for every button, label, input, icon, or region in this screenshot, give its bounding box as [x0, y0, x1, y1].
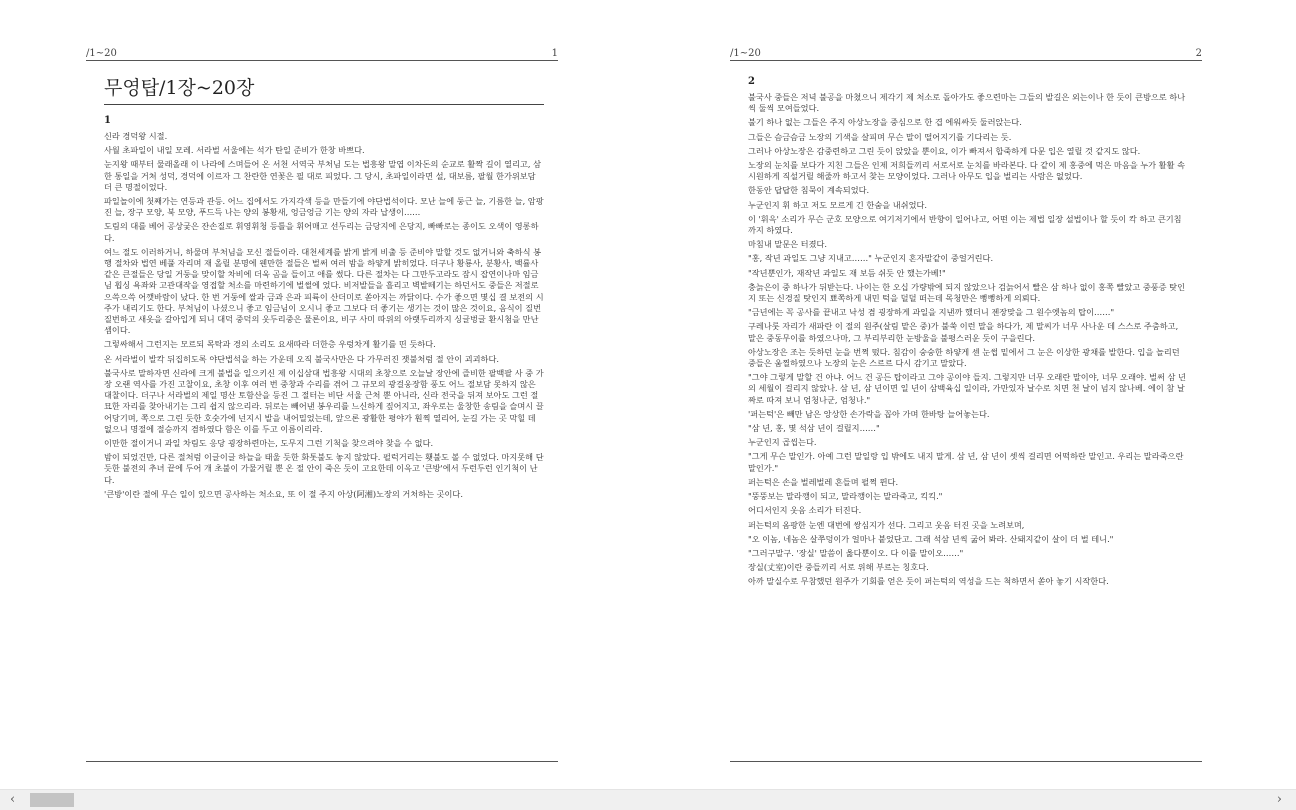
scroll-left-icon[interactable]: ‹ — [10, 792, 16, 807]
paragraph: 충늙은이 중 하나가 뒤받는다. 나이는 한 오십 가량밖에 되지 않았으나 검늙어서 빨은 삼 하나 없이 홍쪽 빨았고 중풍증 탓인지 또는 신경질 탓인지 뾰쪽하게 내민 턱을 덜덜 떠는데 목청만은 뻥뻥하게 의뢰다. — [748, 281, 1185, 304]
paragraph: 밤이 되었건만, 다른 절처럼 이글이글 하늘을 태울 듯한 화톳불도 놓지 않았다. 펄럭거리는 횃불도 볼 수 없었다. 마지못해 단 듯한 불전의 추녀 끝에 두어 개 초불이 가물거릴 뿐 온 절 안이 죽은 듯이 고요한데 이윽고 '큰방'에서 두런두런 인기척이 난다. — [104, 452, 544, 485]
paragraph: "그야 그렇게 말할 건 아냐. 어느 건 공든 탑이라고 그야 공이야 들지. 그렇지만 너무 오래란 말이야, 너무 오래야. 벌써 삼 년의 세월이 걸리지 않았나. 삼 년, 삼 년이면 일 년이 삼백육십 일이라, 가만있자 날수로 치면 천 날이 넘지 않나베. 에이 참 날짜로 따져 보니 엄청나군, 엄청나." — [748, 372, 1186, 405]
top-rule — [86, 60, 558, 61]
paragraph: "뚱뚱보는 말라깽이 되고, 말라깽이는 말라죽고, 킥킥." — [748, 491, 943, 502]
paragraph: "홍, 작년 과일도 그냥 지내고……" 누군인지 혼자말같이 중얼거린다. — [748, 253, 994, 264]
paragraph: 사월 초파일이 내일 모레. 서라벌 서울에는 석가 탄일 준비가 한창 바쁘다. — [104, 145, 365, 156]
paragraph: 마침내 말문은 터졌다. — [748, 239, 827, 250]
paragraph: 그들은 슴금슴금 노장의 기색을 살피며 무슨 말이 떨어지기를 기다리는 듯. — [748, 131, 1012, 142]
paragraph-list — [748, 92, 1186, 588]
paragraph: 장실(丈室)이란 중들끼리 서로 위해 부르는 칭호다. — [748, 562, 929, 573]
paragraph: 어디서인지 웃음 소리가 터진다. — [748, 505, 862, 516]
paragraph: "삼 년, 홍, 몇 석삼 년이 걸릴지……" — [748, 423, 880, 434]
running-head — [86, 48, 558, 60]
chapter-heading: 2 — [748, 76, 755, 87]
right-page — [730, 0, 1202, 790]
paragraph: 눈지왕 때부터 물래올래 이 나라에 스며들어 온 서천 서역국 부처님 도는 법흥왕 말엽 이차돈의 순교로 활짝 길이 열리고, 삼한 통일을 거쳐 성덕, 경덕에 이르자 그 찬란한 연꽃은 필 대로 피었다. 그 당시, 초파일이라면 설, 대보름, 팔월 한가위보담 더 큰 명절이었다. — [104, 159, 541, 192]
paragraph: "그러구말구. '장실' 말씀이 옳다뿐이오. 다 이를 말이오……" — [748, 547, 964, 558]
paragraph: 아까 말실수로 무참했던 원주가 기회를 얻은 듯이 퍼는턱의 역성을 드는 척하면서 쏟아 놓기 시작한다. — [748, 576, 1109, 587]
page-content — [104, 70, 544, 503]
page-number: 2 — [1195, 48, 1202, 59]
paragraph: 그러나 아상노장은 감중련하고 그린 듯이 앉았을 뿐이요, 이가 빠져서 합죽하게 다문 입은 열릴 것 같지도 않다. — [748, 145, 1141, 156]
running-title: /1~20 — [86, 48, 117, 59]
paragraph: "작년뿐인가, 재작년 과일도 재 보듬 쉬듯 안 했는가베!" — [748, 267, 946, 278]
paragraph: "그게 무슨 말인가. 아예 그런 말일랑 입 밖에도 내지 말게. 삼 년, 삼 년이 셋씩 걸리면 어떡하란 말인고. 우리는 말라죽으란 말인가." — [748, 451, 1184, 473]
scroll-right-icon[interactable]: › — [1276, 792, 1282, 807]
paragraph: 도림의 대를 베어 공상궂은 잔손질로 휘영휘청 등틀을 휘어매고 선두리는 금당지에 은당지, 빠빠로는 종이도 오색이 영롱하다. — [104, 221, 539, 243]
paragraph: 신라 경덕왕 시절. — [104, 131, 168, 141]
paragraph: 불국사로 말하자면 신라에 크게 불법을 일으키신 제 이십삼대 법흥왕 시대의 초창으로 오늘날 장안에 즐비한 팔백팔 사 중 가장 오랜 역사를 가진 고찰이요, 초창 이후 여러 번 중창과 수리를 겪어 그 규모의 광걸웅장함 풍도 어느 절보담 못하지 않은 대찰이다. 더구나 서라벌의 제일 명산 토함산을 등진 그 절터는 비단 서울 근처 뿐 아니라, 신라 전국을 뒤져 보아도 그런 절묘한 자리를 찾아내기는 그리 쉽지 않으리라. 뒤로는 빼어낸 봉우리를 느신하게 짚어지고, 좌우로는 울창한 송림을 슬며시 끌어당기며, 쪽으로 그린 듯한 호숫가에 넌지시 발을 내어밀었는데, 앞으론 광활한 평야가 훤찍 열리어, 눈길 가는 곳 막힐 데 없으니 명절에 절승까지 겸하였다 함은 이를 두고 이름이리라. — [104, 367, 544, 434]
bottom-rule — [86, 761, 558, 762]
paragraph: 파일놀이에 첫째가는 연등과 관등. 어느 집에서도 가지각색 등을 만들기에 야단법석이다. 모난 늘에 둥근 늘, 기름한 늘, 암팡진 늘, 장구 모양, 북 모양, 푸드득 나는 양의 봉황새, 엉금엉금 기는 양의 자라 납생이…… — [104, 196, 544, 218]
left-page — [86, 0, 558, 790]
top-rule — [730, 60, 1202, 61]
paragraph: "금년에는 꼭 공사를 끝내고 낙성 겸 굉장하게 과일을 지낸까 했더니 젠장맞을 그 원수엣놈의 탑이……" — [748, 307, 1115, 318]
page-content — [748, 76, 1186, 591]
paragraph: 구레나룻 자리가 새파란 이 절의 원주(살림 맡은 중)가 불쑥 이런 말을 하다가, 제 말씨가 너무 사나운 데 스스로 주춤하고, 말은 중동무이를 하였으나마, 그 부리부리한 눈방울을 불평스러운 듯이 구을린다. — [748, 321, 1179, 343]
paragraph: 노장의 눈치를 보다가 지친 그들은 인제 저희들끼리 서로서로 눈치를 바라본다. 다 같이 제 홍중에 먹은 마음을 누가 활활 속시원하게 직설거릴 해줄까 하고서 찾는 모양이었다. 그러나 아무도 입을 벌리는 사람은 없었다. — [748, 160, 1185, 182]
paragraph: 그렇싸해서 그런지는 모르되 목탁과 경의 소리도 요새따라 더한층 우렁차게 활기를 띤 듯하다. — [104, 339, 436, 350]
horizontal-scrollbar[interactable] — [0, 789, 1296, 810]
running-title: /1~20 — [730, 48, 761, 59]
document-title: 무영탑/1장~20장 — [104, 76, 544, 105]
bottom-rule — [730, 761, 1202, 762]
paragraph: 아상노장은 조는 듯하던 눈을 번쩍 떴다. 침감이 숭숭한 하얗게 센 눈썹 밑에서 그 눈은 이상한 광채를 발한다. 입을 놀리던 중들은 움찔하였으나 노장의 눈은 스르르 다시 감기고 말았다. — [748, 346, 1180, 369]
paragraph: 퍼는턱의 옴팡한 눈엔 대번에 쌍심지가 선다. 그리고 웃음 터진 곳을 노려보며, — [748, 519, 1025, 530]
paragraph: 불기 하나 없는 그들은 주지 아상노장을 중심으로 한 겹 에워싸듯 둘러앉는다. — [748, 117, 1022, 128]
paragraph-list — [104, 131, 544, 500]
paragraph: 이만한 절이거니 과일 차림도 응당 굉장하련마는, 도무지 그런 기척을 찾으려야 찾을 수 없다. — [104, 438, 434, 449]
paragraph: 퍼는턱은 손을 벌레벌레 흔들며 펄쩍 뛴다. — [748, 476, 899, 487]
running-head — [730, 48, 1202, 60]
paragraph: 누군인지 휘 하고 저도 모르게 긴 한숨을 내쉬었다. — [748, 199, 928, 210]
paragraph: 누군인지 곱씹는다. — [748, 437, 817, 448]
paragraph: 여느 절도 이러하거니, 하물며 부처님을 모신 절들이라. 대천세계를 밝게 밝게 비출 등 준비야 말할 것도 없거니와 축하식 봉행 절차와 법연 베풀 자리며 재 올릴 분명에 웬만한 절들은 벌써 여러 밤을 하얗게 밝히었다. 더구나 황룡사, 분황사, 백률사 같은 큰절들은 당일 거둥을 맞이할 차비에 더욱 곰을 들이고 애를 썼다. 다른 절차는 다 그만두고라도 잠시 잡연이나마 임금님 휩싱 욕좌와 고관대작을 영접할 처소를 마련하기에 벌썰에 었다. 비저발들을 흘리고 벽밭떼기는 하던서도 중들은 저절로 으쓱으쓱 어깻바람이 났다. 한 번 거둥에 쌀과 금과 은과 피륙이 산더미로 쏟아지는 까닭이다. 수가 좋으면 몇십 결 보전의 시주가 내리기도 한다. 부처님이 나셨으니 좋고 임금님이 오시니 좋고 그보다 더 좋기는 생기는 것이 많은 것이요, 음식이 질번질번하고 새옷을 갈아입게 되니 대덕 중덕의 웃두리중은 물론이요, 비구 사미 따위의 아랫두리까지 싱글벙글 환시첨을 만난 셈이다. — [104, 246, 544, 336]
chapter-heading: 1 — [104, 115, 111, 126]
paragraph: '큰방'이란 절에 무슨 일이 있으면 공사하는 처소요, 또 이 절 주지 아상(阿湘)노장의 거처하는 곳이다. — [104, 488, 463, 499]
paragraph: "오 이놈, 네놈은 살쭈덩이가 얼마나 붙었단고. 그래 석삼 년씩 굶어 봐라. 산돼지같이 살이 더 벌 테니." — [748, 533, 1114, 544]
scroll-thumb[interactable] — [30, 793, 74, 807]
paragraph: 온 서라벌이 발칵 뒤집히도록 야단법석을 하는 가운데 오직 불국사만은 다 가무러진 잿불처럼 절 안이 괴괴하다. — [104, 353, 499, 364]
paragraph: '퍼는턱'은 빼만 남은 앙상한 손가락을 꼽아 가며 한바탕 늘어놓는다. — [748, 408, 990, 419]
paragraph: 불국사 중들은 저녁 불공을 마쳤으니 제각기 제 처소로 돌아가도 좋으련마는 그들의 발길은 외는이나 한 듯이 큰방으로 하나씩 둘씩 모여들었다. — [748, 92, 1186, 114]
paragraph: 이 '휘윽' 소리가 무슨 군호 모양으로 여기저기에서 반향이 일어나고, 어떤 이는 제법 일장 설법이나 할 듯이 칵 하고 큰기침까지 하였다. — [748, 213, 1182, 236]
page-number: 1 — [551, 48, 558, 59]
paragraph: 한동안 답답한 침묵이 계속되었다. — [748, 185, 870, 196]
